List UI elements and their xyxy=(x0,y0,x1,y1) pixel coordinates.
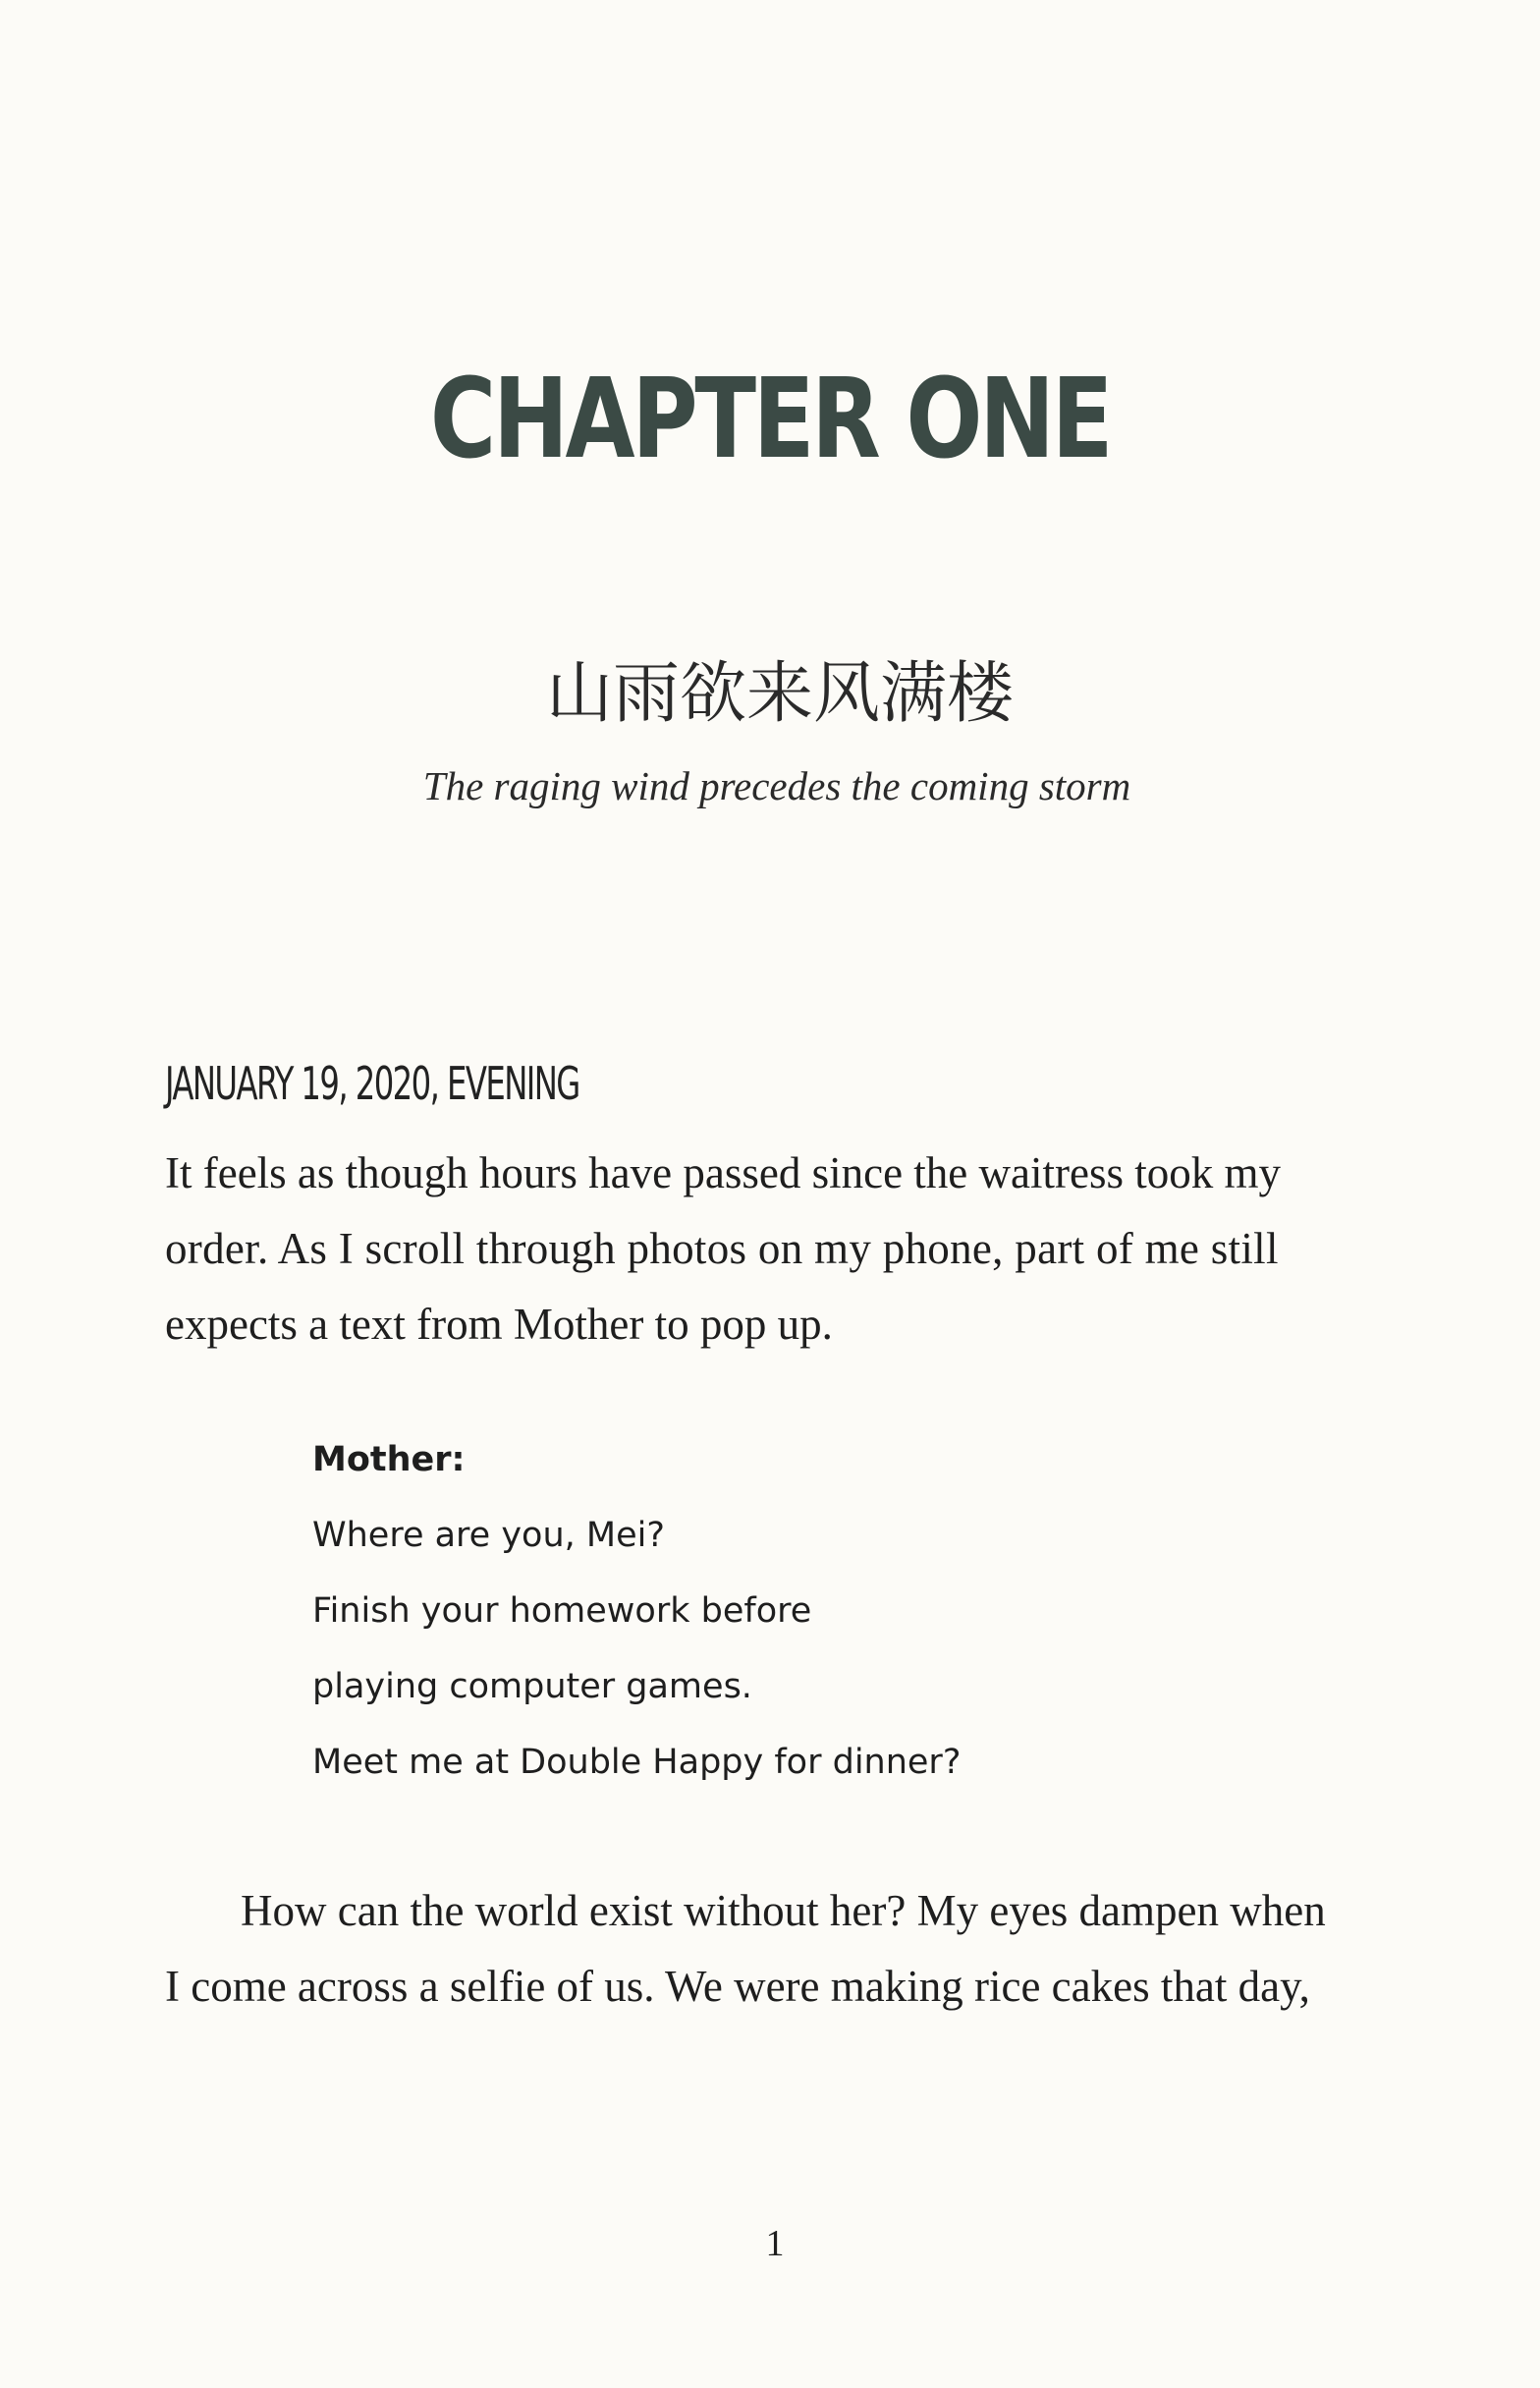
proverb-english: The raging wind precedes the coming storm xyxy=(422,763,1131,808)
paragraph-line: It feels as though hours have passed since the waitress took my xyxy=(165,1148,1281,1197)
paragraph-line: I come across a selfie of us. We were making rice cakes that day, xyxy=(165,1962,1310,2011)
message-line: Finish your homework before xyxy=(312,1591,812,1631)
message-line: Meet me at Double Happy for dinner? xyxy=(312,1743,962,1782)
paragraph-line: order. As I scroll through photos on my phone, part of me still xyxy=(165,1224,1279,1273)
chapter-title: CHAPTER ONE xyxy=(429,356,1111,483)
message-line: playing computer games. xyxy=(312,1667,752,1706)
message-sender: Mother: xyxy=(312,1440,466,1479)
message-line: Where are you, Mei? xyxy=(312,1516,665,1555)
page-number: 1 xyxy=(765,2223,785,2264)
paragraph-line: expects a text from Mother to pop up. xyxy=(165,1300,833,1349)
proverb-chinese: 山雨欲来风满楼 xyxy=(545,655,1014,733)
entry-date-heading: JANUARY 19, 2020, EVENING xyxy=(165,1057,579,1110)
paragraph-line: How can the world exist without her? My eyes dampen when xyxy=(241,1886,1326,1935)
